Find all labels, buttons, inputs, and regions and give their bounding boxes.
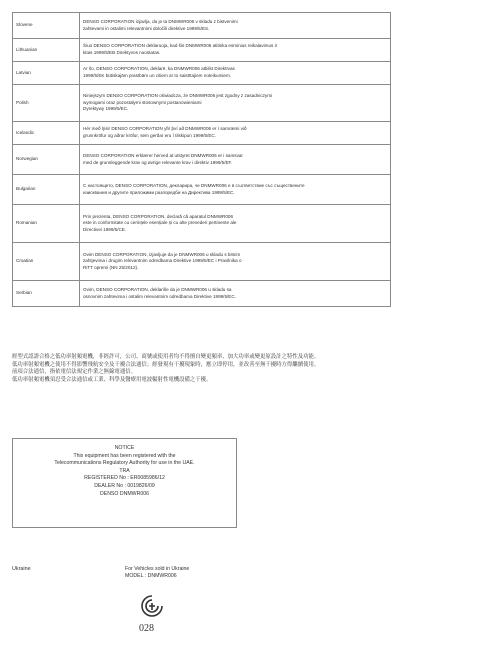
- taiwan-line: 低功率射頻電機之使用不得影響飛航安全及干擾合法通信；經發現有干擾現象時，應立即停用，並改善至無干擾時方得繼續使用。: [12, 361, 320, 368]
- declaration-language: Serbian: [13, 281, 80, 307]
- declaration-row: [13, 85, 391, 122]
- declaration-line: Ovim, DENSO CORPORATION, deklariše da je DNMWR006 u skladu sa: [83, 286, 232, 292]
- declarations-table: [12, 12, 391, 307]
- uae-notice-line: DEALER No : 0019826/09: [94, 482, 155, 489]
- declaration-text: [80, 39, 391, 62]
- declaration-line: grunnkröfur og aðrar kröfur, sem gerðar eru í tilskipun 1999/5/EC.: [83, 133, 217, 138]
- declaration-language: Bulgarian: [13, 175, 80, 205]
- declaration-line: Dyrektywy 1999/5/EC.: [83, 106, 129, 112]
- declaration-row: [13, 145, 391, 175]
- declaration-line: zahtjevima i drugim relevantnim odredbama Direktive 1999/5/EC i Pravilnika o: [83, 258, 242, 264]
- declaration-text: [80, 145, 391, 175]
- declaration-line: zahtevami in ostalimi relevantnimi določili direktive 1999/5/ES.: [83, 25, 210, 31]
- declaration-line: med de grunnleggende krav og øvrige relevante krav i direktiv 1999/5/EF.: [83, 159, 233, 165]
- taiwan-line: 經型式認證合格之低功率射頻電機，非經許可，公司、商號或使用者均不得擅自變更頻率、加大功率或變更原設計之特性及功能。: [12, 354, 320, 360]
- declaration-line: kitas 1999/5/EB Direktyvos nuostatas.: [83, 50, 161, 55]
- declaration-language: Norwegian: [13, 145, 80, 175]
- declaration-row: [13, 122, 391, 145]
- declaration-line: Ovim DENSO CORPORATION, izjavljuje da je DNMWR006 u skladu s bitnim: [83, 251, 241, 257]
- declaration-text: [80, 13, 391, 39]
- declaration-line: DENSO CORPORATION erklærer herved at utstyret DNMWR006 er i samsvar: [83, 152, 243, 158]
- uae-notice-line: Telecommunications Regulatory Authority for use in the UAE.: [54, 460, 195, 467]
- declaration-language: Romanian: [13, 205, 80, 243]
- declaration-language: Latvian: [13, 62, 80, 85]
- declaration-row: [13, 243, 391, 281]
- declaration-line: 1999/5/EK būtiskajām prasībām un citiem ar to saistītajiem noteikumiem.: [83, 73, 232, 78]
- ukraine-label: Ukraine: [12, 566, 31, 572]
- declaration-line: este in conformitate cu cerințele esențiale și cu alte prevederi pertinente ale: [83, 220, 237, 226]
- uae-notice-title: NOTICE: [114, 445, 135, 451]
- declaration-line: DENSO CORPORATION izjavlja, da je ta DNMWR006 v skladu z bistvenimi: [83, 18, 238, 24]
- declaration-language: Polish: [13, 85, 80, 122]
- declaration-line: Prin prezenta, DENSO CORPORATION, declară că aparatul DNMWR006: [83, 213, 234, 219]
- ukraine-mark-code: 028: [139, 623, 154, 634]
- declaration-line: wymogami oraz pozostałymi stosownymi postanowieniami: [83, 99, 202, 105]
- declaration-line: Šiuo DENSO CORPORATION deklaruoja, kad šis DNMWR006 atitinka esminius reikalavimus ir: [83, 43, 278, 49]
- uae-notice-line: This equipment has been registered with the: [73, 452, 176, 459]
- declaration-text: [80, 122, 391, 145]
- declaration-language: Icelandic: [13, 122, 80, 145]
- declaration-row: [13, 205, 391, 243]
- declaration-text: [80, 205, 391, 243]
- declaration-text: [80, 62, 391, 85]
- declaration-row: [13, 175, 391, 205]
- taiwan-line: 前項合法通信，指依電信法規定作業之無線電通信。: [12, 369, 136, 376]
- uae-notice-line: DENSO DNMWR006: [99, 490, 149, 497]
- ukraine-info: [125, 566, 189, 580]
- declaration-line: osnovnim zahtevima i ostalim relevantnim odredbama Direktive 1999/5/EC.: [83, 293, 236, 299]
- taiwan-line: 低功率射頻電機須忍受合法通信或工業、科學及醫療用電波輻射性電機設備之干擾。: [12, 376, 212, 383]
- declaration-text: [80, 281, 391, 307]
- declaration-line: Niniejszym DENSO CORPORATION oświadcza, że DNMWR006 jest zgodny z zasadniczymi: [83, 93, 273, 99]
- declaration-text: [80, 85, 391, 122]
- declaration-text: [80, 175, 391, 205]
- uae-notice-line: TRA: [119, 467, 130, 474]
- declaration-line: Hér með lýsir DENSO CORPORATION yfir því að DNMWR006 er í samræmi við: [83, 126, 247, 132]
- declaration-row: [13, 62, 391, 85]
- declaration-text: [80, 243, 391, 281]
- ukraine-info-line: For Vehicles sold in Ukraine: [125, 566, 190, 572]
- declaration-line: Directivei 1999/5/CE.: [83, 226, 127, 232]
- declaration-language: Slovene: [13, 13, 80, 39]
- ukraine-conformity-mark-icon: [137, 594, 167, 618]
- declaration-language: Lithuanian: [13, 39, 80, 62]
- uae-notice-box: [12, 438, 237, 528]
- declaration-line: изисквания и другите приложими разпоредби на Директива 1999/5/ЕС.: [83, 189, 235, 195]
- declaration-line: RiTT opremi (NN 25/2012).: [83, 264, 139, 270]
- declaration-row: [13, 281, 391, 307]
- uae-notice-line: REGISTERED No : ER0085986/12: [84, 475, 165, 482]
- declaration-line: Ar šo, DENSO CORPORATION, deklarē, ka DNMWR006 atbilst Direktīvas: [83, 66, 235, 72]
- ukraine-model-line: MODEL : DNMWR006: [125, 573, 177, 579]
- declaration-line: С настоящето, DENSO CORPORATION, декларира, че DNMWR006 е в съответствие със съществените: [83, 182, 305, 188]
- taiwan-statement: [12, 354, 472, 384]
- declaration-language: Croatian: [13, 243, 80, 281]
- declaration-row: [13, 13, 391, 39]
- declaration-row: [13, 39, 391, 62]
